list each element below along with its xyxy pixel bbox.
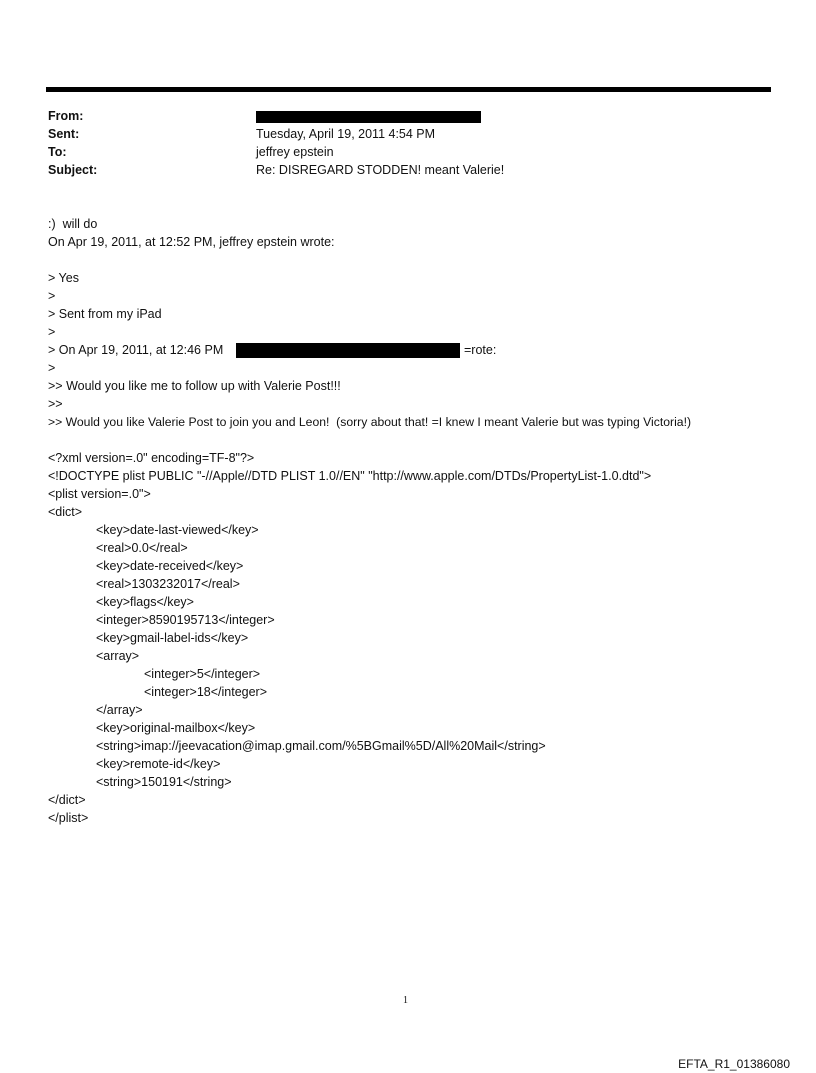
subject-value: Re: DISREGARD STODDEN! meant Valerie!	[256, 163, 505, 177]
page-number: 1	[403, 995, 408, 1006]
plist-line: <key>remote-id</key>	[96, 757, 221, 771]
quote-line-prefix: > On Apr 19, 2011, at 12:46 PM	[48, 343, 224, 357]
plist-line: <array>	[96, 649, 140, 663]
plist-line: <real>0.0</real>	[96, 541, 188, 555]
quote-line: >	[48, 289, 56, 303]
attribution-line: On Apr 19, 2011, at 12:52 PM, jeffrey epstein wrote:	[48, 235, 335, 249]
quote-line: >	[48, 361, 56, 375]
to-label: To:	[48, 145, 67, 159]
plist-line: <integer>8590195713</integer>	[96, 613, 275, 627]
plist-line: <plist version=.0">	[48, 487, 151, 501]
to-value: jeffrey epstein	[256, 145, 334, 159]
reply-text: :) will do	[48, 217, 98, 231]
plist-line: <integer>18</integer>	[144, 685, 268, 699]
plist-line: <key>gmail-label-ids</key>	[96, 631, 249, 645]
quote-line: >>	[48, 397, 63, 411]
plist-line: <key>date-received</key>	[96, 559, 244, 573]
document-id: EFTA_R1_01386080	[678, 1057, 790, 1071]
header-rule	[46, 87, 771, 92]
from-redaction	[256, 111, 481, 123]
quote-line-suffix: =rote:	[464, 343, 497, 357]
sender-redaction	[236, 343, 460, 358]
plist-line: <integer>5</integer>	[144, 667, 261, 681]
plist-line: <key>flags</key>	[96, 595, 194, 609]
quote-line: >> Would you like Valerie Post to join you and Leon! (sorry about that! =I knew I meant Valerie but was typing Victoria!)	[48, 415, 692, 429]
plist-line: </array>	[96, 703, 143, 717]
quote-line: > Sent from my iPad	[48, 307, 162, 321]
plist-line: <key>original-mailbox</key>	[96, 721, 256, 735]
quote-line: > Yes	[48, 271, 79, 285]
quote-line: >> Would you like me to follow up with Valerie Post!!!	[48, 379, 341, 393]
quote-line: >	[48, 325, 56, 339]
subject-label: Subject:	[48, 163, 98, 177]
plist-line: <real>1303232017</real>	[96, 577, 240, 591]
plist-line: <dict>	[48, 505, 83, 519]
plist-line: <string>imap://jeevacation@imap.gmail.com/%5BGmail%5D/All%20Mail</string>	[96, 739, 546, 753]
plist-line: </plist>	[48, 811, 89, 825]
sent-label: Sent:	[48, 127, 80, 141]
plist-line: <!DOCTYPE plist PUBLIC "-//Apple//DTD PLIST 1.0//EN" "http://www.apple.com/DTDs/PropertyList-1.0.dtd">	[48, 469, 652, 483]
from-label: From:	[48, 109, 84, 123]
plist-line: <string>150191</string>	[96, 775, 232, 789]
plist-line: <key>date-last-viewed</key>	[96, 523, 259, 537]
sent-value: Tuesday, April 19, 2011 4:54 PM	[256, 127, 436, 141]
plist-line: </dict>	[48, 793, 86, 807]
plist-line: <?xml version=.0" encoding=TF-8"?>	[48, 451, 255, 465]
